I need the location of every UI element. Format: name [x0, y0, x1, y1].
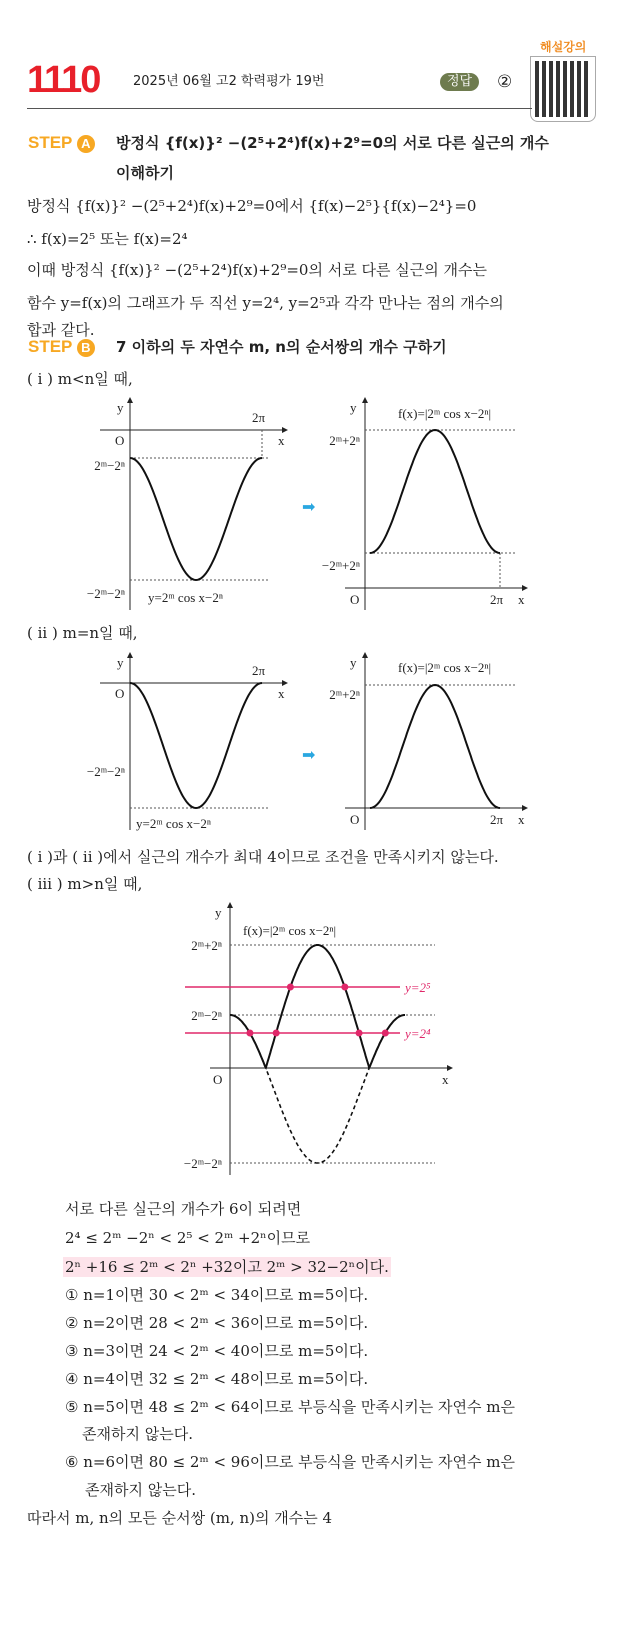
intersection-point [382, 1030, 389, 1037]
graph-case1-left [87, 400, 285, 610]
step-label: STEP [28, 133, 73, 152]
body-line: 이때 방정식 {f(x)}² −(2⁵+2⁴)f(x)+2⁹=0의 서로 다른 실근의 개수는 [27, 261, 487, 279]
step-letter: A [77, 135, 95, 153]
graph-case1-right [322, 400, 525, 610]
body-line: 방정식 {f(x)}² −(2⁵+2⁴)f(x)+2⁹=0에서 {f(x)−2⁵}{f(x)−2⁴}=0 [27, 197, 477, 215]
analysis-case: ④ n=4이면 32 ≤ 2ᵐ < 48이므로 m=5이다. [65, 1370, 369, 1388]
equation-label: f(x)=|2ᵐ cos x−2ⁿ| [398, 660, 492, 675]
y-axis-label: y [117, 655, 124, 670]
case-label: ( ii ) m=n일 때, [27, 624, 138, 642]
intersection-point [356, 1030, 363, 1037]
answer-value: ② [497, 72, 513, 92]
analysis-highlight: 2ⁿ +16 ≤ 2ᵐ < 2ⁿ +32이고 2ᵐ > 32−2ⁿ이다. [65, 1258, 389, 1276]
tick-label: −2ᵐ−2ⁿ [183, 1156, 222, 1171]
qr-label: 해설강의 [540, 40, 587, 54]
analysis-case-cont: 존재하지 않는다. [82, 1425, 193, 1443]
graph-case3 [184, 905, 450, 1175]
two-pi-label: 2π [252, 663, 266, 678]
step-a-title-2: 이해하기 [116, 164, 174, 182]
intersection-point [273, 1030, 280, 1037]
tick-label: −2ᵐ−2ⁿ [86, 586, 125, 601]
arrow-right-icon: ➡ [302, 499, 316, 516]
case-note: ( i )과 ( ii )에서 실근의 개수가 최대 4이므로 조건을 만족시키지 않는다. [27, 848, 499, 866]
body-line: ∴ f(x)=2⁵ 또는 f(x)=2⁴ [27, 230, 188, 248]
origin-label: O [350, 812, 360, 827]
abs-cosine-curve [230, 945, 405, 1068]
cosine-curve [130, 683, 262, 808]
tick-label: 2ᵐ−2ⁿ [94, 458, 125, 473]
analysis-case-cont: 존재하지 않는다. [85, 1481, 196, 1499]
two-pi-label: 2π [490, 592, 504, 607]
cosine-curve [130, 458, 262, 580]
tick-label: 2ᵐ+2ⁿ [329, 687, 360, 702]
answer-badge: 정답 [440, 73, 479, 91]
tick-label: 2ᵐ−2ⁿ [191, 1008, 222, 1023]
abs-cosine-curve [370, 430, 500, 553]
x-axis-label: x [442, 1072, 449, 1087]
problem-source: 2025년 06월 고2 학력평가 19번 [133, 74, 325, 89]
x-axis-label: x [278, 433, 285, 448]
y-axis-label: y [215, 905, 222, 920]
case-label: ( i ) m<n일 때, [27, 370, 133, 388]
step-label: STEP [28, 337, 73, 356]
analysis-case: ⑤ n=5이면 48 ≤ 2ᵐ < 64이므로 부등식을 만족시키는 자연수 m은 [65, 1398, 515, 1416]
equation-label: f(x)=|2ᵐ cos x−2ⁿ| [398, 406, 492, 421]
tick-label: 2ᵐ+2ⁿ [329, 433, 360, 448]
x-axis-label: x [278, 686, 285, 701]
line-label: y=2⁵ [405, 980, 431, 995]
two-pi-label: 2π [252, 410, 266, 425]
tick-label: −2ᵐ−2ⁿ [86, 764, 125, 779]
y-axis-label: y [350, 655, 357, 670]
abs-cosine-curve [370, 685, 500, 808]
analysis-case: ⑥ n=6이면 80 ≤ 2ᵐ < 96이므로 부등식을 만족시키는 자연수 m은 [65, 1453, 515, 1471]
conclusion: 따라서 m, n의 모든 순서쌍 (m, n)의 개수는 4 [27, 1509, 333, 1527]
tick-label: −2ᵐ+2ⁿ [321, 558, 360, 573]
equation-label: y=2ᵐ cos x−2ⁿ [136, 816, 211, 831]
analysis-line: 서로 다른 실근의 개수가 6이 되려면 [65, 1200, 302, 1218]
cosine-curve-dashed [230, 1015, 405, 1163]
body-line: 합과 같다. [27, 321, 95, 339]
equation-label: y=2ᵐ cos x−2ⁿ [148, 590, 223, 605]
graph-case2-left [87, 655, 285, 831]
tick-label: 2ᵐ+2ⁿ [191, 938, 222, 953]
analysis-line: 2⁴ ≤ 2ᵐ −2ⁿ < 2⁵ < 2ᵐ +2ⁿ이므로 [65, 1229, 311, 1247]
y-axis-label: y [117, 400, 124, 415]
origin-label: O [350, 592, 360, 607]
x-axis-label: x [518, 812, 525, 827]
intersection-point [287, 984, 294, 991]
analysis-case: ② n=2이면 28 < 2ᵐ < 36이므로 m=5이다. [65, 1314, 369, 1332]
line-label: y=2⁴ [405, 1026, 431, 1041]
origin-label: O [213, 1072, 223, 1087]
graph-case2-right [329, 655, 525, 830]
arrow-right-icon: ➡ [302, 747, 316, 764]
step-a-title: 방정식 {f(x)}² −(2⁵+2⁴)f(x)+2⁹=0의 서로 다른 실근의 개수 [116, 134, 549, 152]
analysis-case: ① n=1이면 30 < 2ᵐ < 34이므로 m=5이다. [65, 1286, 369, 1304]
y-axis-label: y [350, 400, 357, 415]
step-b-title: 7 이하의 두 자연수 m, n의 순서쌍의 개수 구하기 [116, 338, 447, 356]
x-axis-label: x [518, 592, 525, 607]
analysis-case: ③ n=3이면 24 < 2ᵐ < 40이므로 m=5이다. [65, 1342, 369, 1360]
intersection-point [341, 984, 348, 991]
origin-label: O [115, 433, 125, 448]
case-label: ( iii ) m>n일 때, [27, 875, 143, 893]
intersection-point [246, 1030, 253, 1037]
origin-label: O [115, 686, 125, 701]
body-line: 함수 y=f(x)의 그래프가 두 직선 y=2⁴, y=2⁵과 각각 만나는 점의 개수의 [27, 294, 504, 312]
step-letter: B [77, 339, 95, 357]
problem-number: 1110 [27, 59, 100, 101]
equation-label: f(x)=|2ᵐ cos x−2ⁿ| [243, 923, 337, 938]
two-pi-label: 2π [490, 812, 504, 827]
